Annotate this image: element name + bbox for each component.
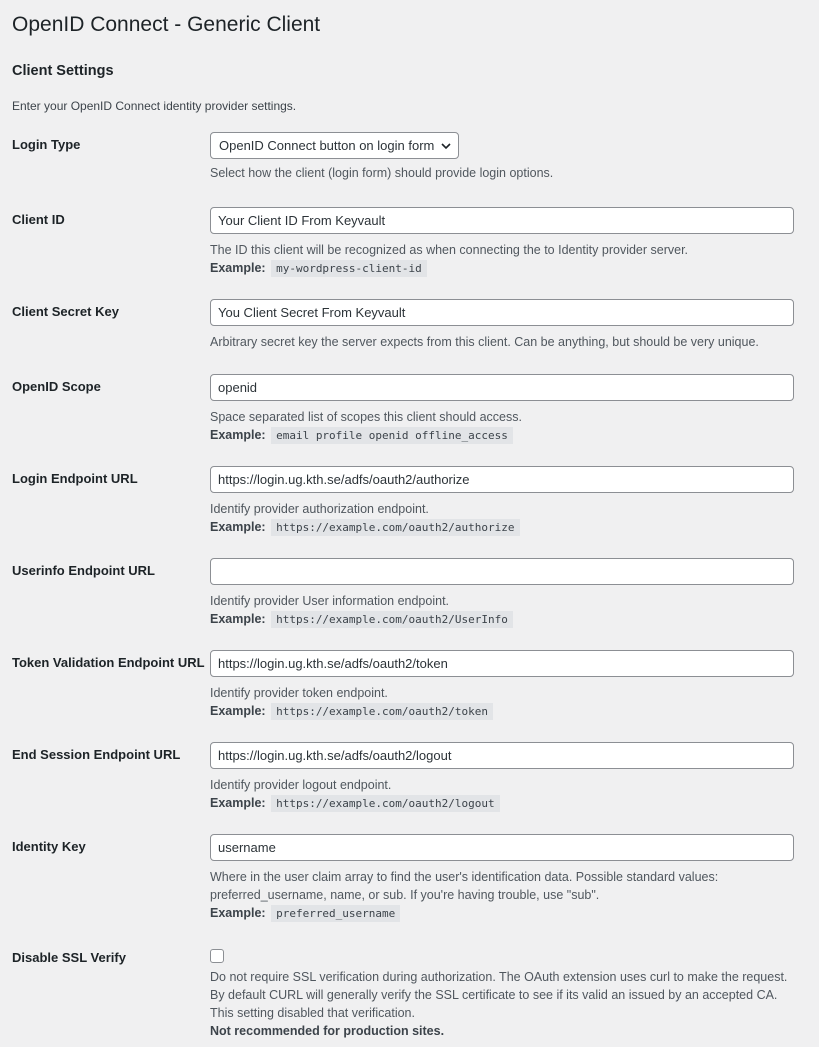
disable-ssl-checkbox[interactable] xyxy=(210,949,224,963)
section-title: Client Settings xyxy=(12,63,114,79)
token-endpoint-desc: Identify provider token endpoint. xyxy=(210,686,388,700)
userinfo-endpoint-row xyxy=(12,558,819,629)
token-endpoint-example-code: https://example.com/oauth2/token xyxy=(271,703,493,720)
client-id-label: Client ID xyxy=(12,212,65,227)
login-endpoint-example xyxy=(210,518,794,537)
page-title: OpenID Connect - Generic Client xyxy=(12,13,321,36)
login-endpoint-example-code: https://example.com/oauth2/authorize xyxy=(271,519,519,536)
scope-example xyxy=(210,426,794,445)
login-type-row xyxy=(12,132,819,182)
end-session-endpoint-example-code: https://example.com/oauth2/logout xyxy=(271,795,500,812)
example-label: Example: xyxy=(210,612,266,626)
scope-desc: Space separated list of scopes this client should access. xyxy=(210,410,522,424)
end-session-endpoint-example xyxy=(210,794,794,813)
identity-key-input[interactable] xyxy=(210,834,794,861)
end-session-endpoint-input[interactable] xyxy=(210,742,794,769)
identity-key-label: Identity Key xyxy=(12,839,86,854)
login-endpoint-label: Login Endpoint URL xyxy=(12,471,138,486)
token-endpoint-example xyxy=(210,702,794,721)
scope-input[interactable] xyxy=(210,374,794,401)
end-session-endpoint-row xyxy=(12,742,819,813)
example-label: Example: xyxy=(210,906,266,920)
login-type-desc: Select how the client (login form) should provide login options. xyxy=(210,166,554,180)
example-label: Example: xyxy=(210,704,266,718)
scope-example-code: email profile openid offline_access xyxy=(271,427,513,444)
identity-key-row xyxy=(12,834,819,923)
scope-label: OpenID Scope xyxy=(12,379,101,394)
client-id-example xyxy=(210,259,794,278)
client-secret-input[interactable] xyxy=(210,299,794,326)
login-endpoint-input[interactable] xyxy=(210,466,794,493)
client-id-example-code: my-wordpress-client-id xyxy=(271,260,427,277)
userinfo-endpoint-input[interactable] xyxy=(210,558,794,585)
login-endpoint-desc: Identify provider authorization endpoint. xyxy=(210,502,429,516)
end-session-endpoint-label: End Session Endpoint URL xyxy=(12,747,181,762)
client-id-input[interactable] xyxy=(210,207,794,234)
client-secret-desc: Arbitrary secret key the server expects from this client. Can be anything, but should be very unique. xyxy=(210,335,759,349)
scope-row xyxy=(12,374,819,445)
userinfo-endpoint-desc: Identify provider User information endpoint. xyxy=(210,594,450,608)
token-endpoint-row xyxy=(12,650,819,721)
identity-key-example xyxy=(210,904,794,923)
client-id-row xyxy=(12,207,819,278)
login-type-selected-value: OpenID Connect button on login form xyxy=(219,138,435,153)
identity-key-desc: Where in the user claim array to find the user's identification data. Possible standard values: preferred_username, name, or sub. If you're having trouble, use "sub". xyxy=(210,870,719,902)
disable-ssl-label: Disable SSL Verify xyxy=(12,950,126,965)
chevron-down-icon xyxy=(440,140,452,152)
login-type-select[interactable] xyxy=(210,132,459,159)
login-type-label: Login Type xyxy=(12,137,81,152)
disable-ssl-desc: Do not require SSL verification during authorization. The OAuth extension uses curl to make the request. By default CURL will generally verify the SSL certificate to see if its valid an issued by an accepted CA. This setting disabled that verification. xyxy=(210,970,788,1020)
disable-ssl-row xyxy=(12,944,819,1040)
userinfo-endpoint-example-code: https://example.com/oauth2/UserInfo xyxy=(271,611,513,628)
token-endpoint-label: Token Validation Endpoint URL xyxy=(12,655,205,670)
login-endpoint-row xyxy=(12,466,819,537)
example-label: Example: xyxy=(210,796,266,810)
client-secret-row xyxy=(12,299,819,351)
userinfo-endpoint-label: Userinfo Endpoint URL xyxy=(12,563,155,578)
section-intro: Enter your OpenID Connect identity provider settings. xyxy=(12,99,297,113)
identity-key-example-code: preferred_username xyxy=(271,905,400,922)
example-label: Example: xyxy=(210,261,266,275)
disable-ssl-warning: Not recommended for production sites. xyxy=(210,1024,445,1038)
example-label: Example: xyxy=(210,428,266,442)
token-endpoint-input[interactable] xyxy=(210,650,794,677)
end-session-endpoint-desc: Identify provider logout endpoint. xyxy=(210,778,392,792)
client-secret-label: Client Secret Key xyxy=(12,304,119,319)
example-label: Example: xyxy=(210,520,266,534)
client-id-desc: The ID this client will be recognized as when connecting the to Identity provider server. xyxy=(210,243,689,257)
userinfo-endpoint-example xyxy=(210,610,794,629)
